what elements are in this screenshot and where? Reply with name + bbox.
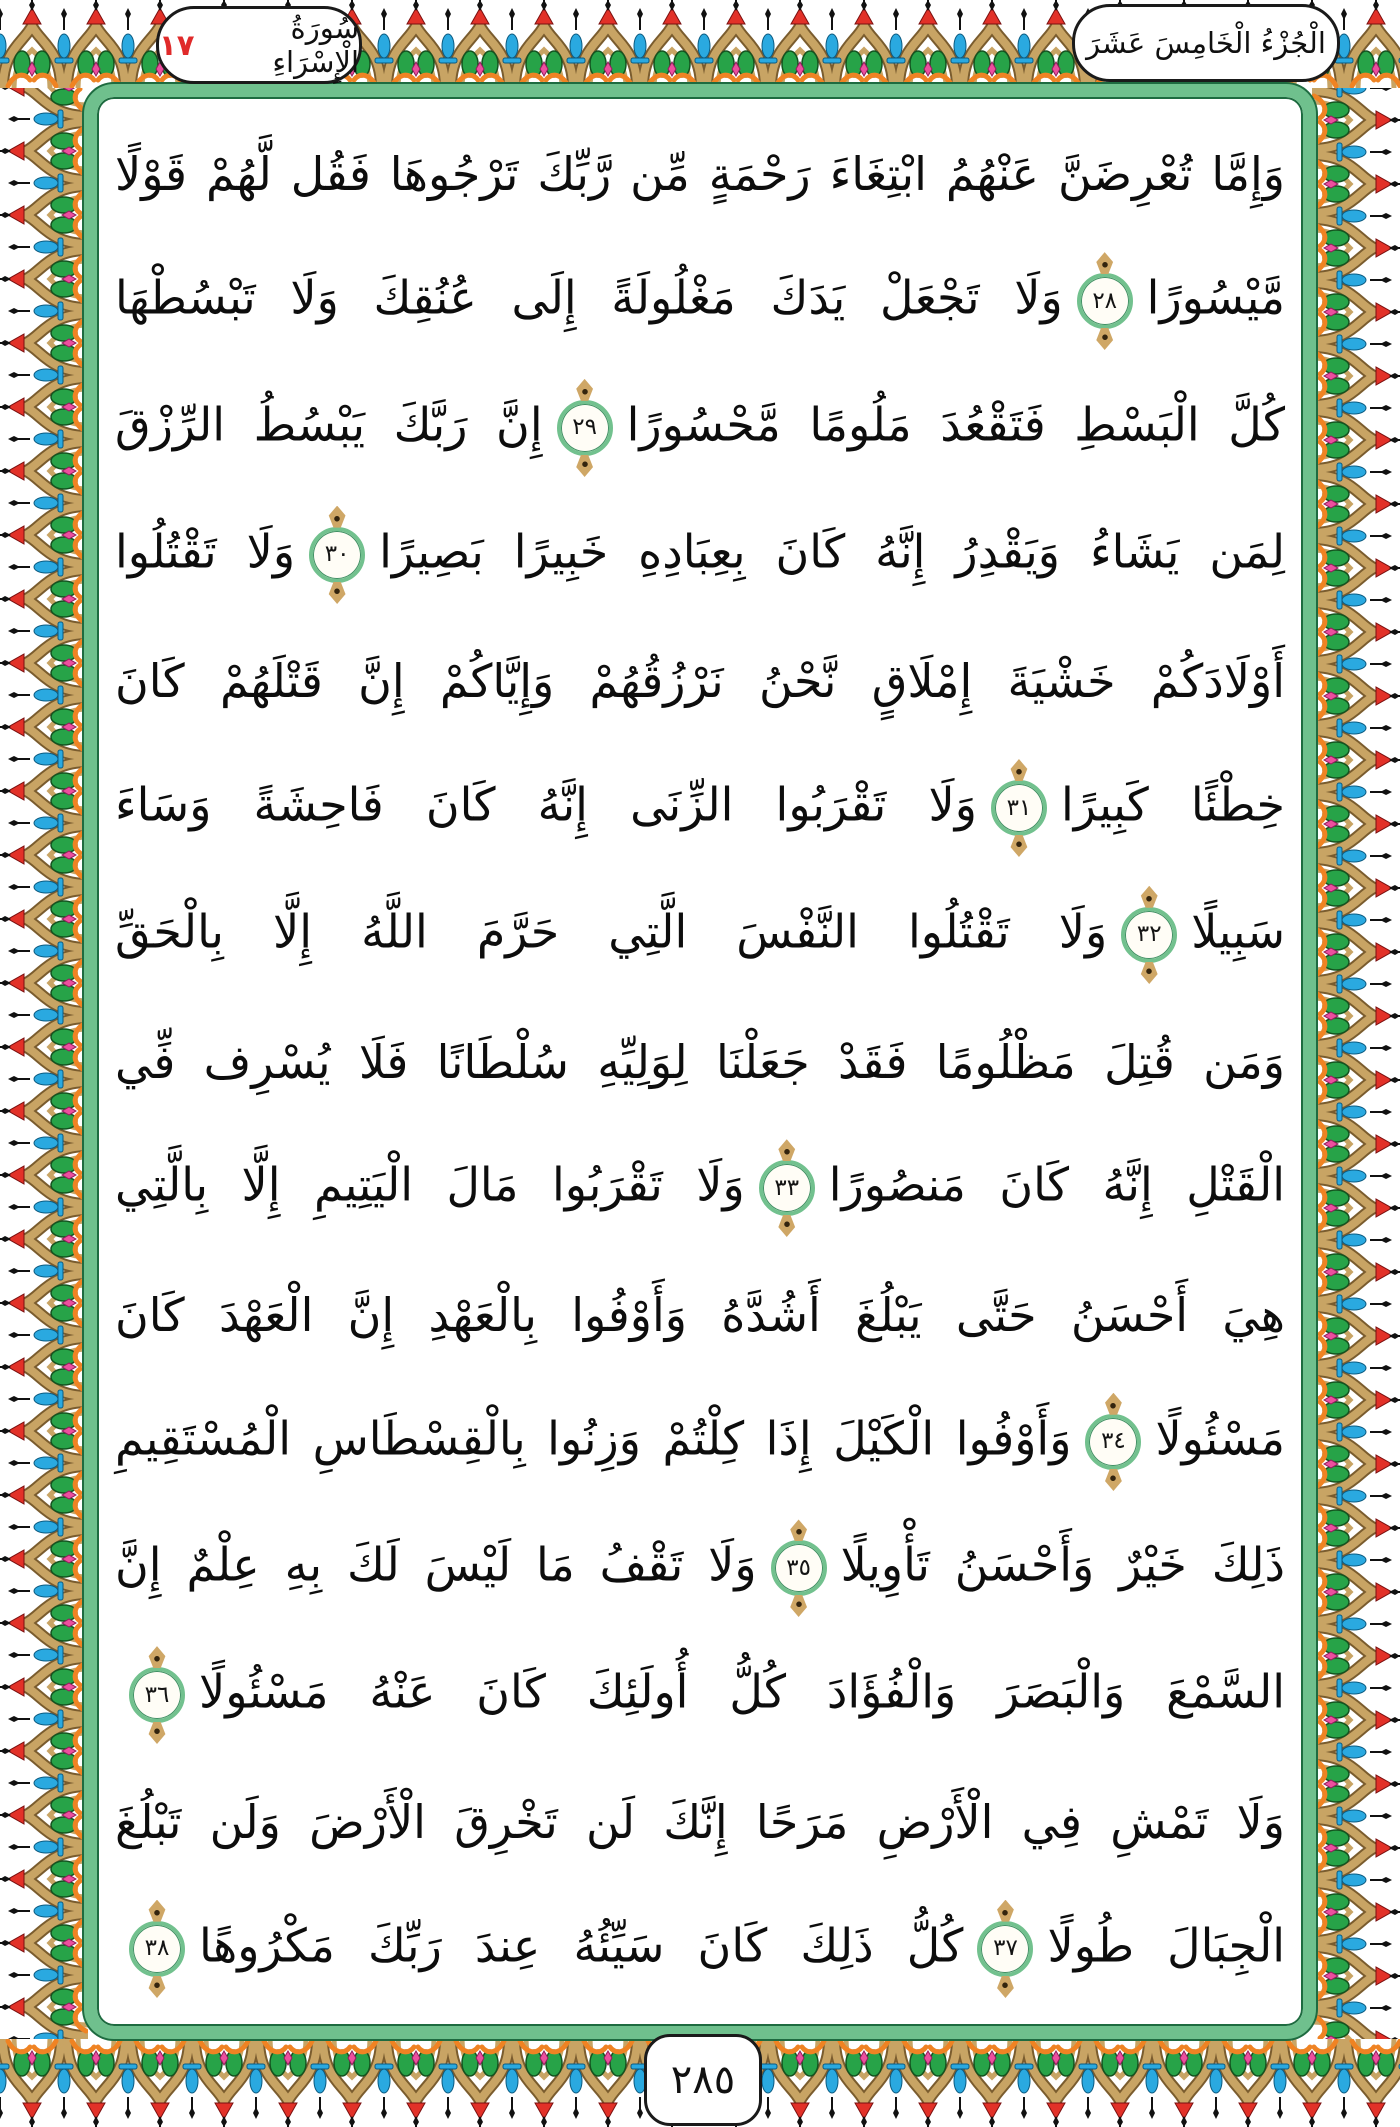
quran-text-segment: لِمَن يَشَاءُ وَيَقْدِرُ إِنَّهُ كَانَ بِعِبَادِهِ خَبِيرًا بَصِيرًا [379, 524, 1286, 579]
quran-text-segment: وَلَا تَمْشِ فِي الْأَرْضِ مَرَحًا إِنَّكَ لَن تَخْرِقَ الْأَرْضَ وَلَن تَبْلُغَ [115, 1794, 1285, 1849]
quran-line [115, 1885, 1285, 2012]
ayah-end-rosette [557, 400, 613, 456]
border-right-ornament [1312, 88, 1400, 2039]
ayah-end-rosette [1085, 1414, 1141, 1470]
ayah-end-rosette [309, 527, 365, 583]
ayah-number: ٣٨ [144, 1935, 170, 1962]
quran-text-segment: وَلَا تَجْعَلْ يَدَكَ مَغْلُولَةً إِلَى عُنُقِكَ وَلَا تَبْسُطْهَا [115, 270, 1063, 325]
ayah-number: ٣١ [1006, 794, 1032, 821]
quran-text-segment: وَلَا تَقْرَبُوا مَالَ الْيَتِيمِ إِلَّا بِالَّتِي [115, 1157, 745, 1212]
quran-text-segment: الْقَتْلِ إِنَّهُ كَانَ مَنصُورًا [828, 1157, 1285, 1212]
quran-text-segment: ذَلِكَ خَيْرٌ وَأَحْسَنُ تَأْوِيلًا [840, 1537, 1285, 1592]
quran-text-segment: وَلَا تَقْفُ مَا لَيْسَ لَكَ بِهِ عِلْمٌ إِنَّ [115, 1537, 757, 1592]
ayah-number: ٢٩ [572, 414, 597, 441]
quran-line [115, 618, 1285, 745]
quran-text-segment: وَلَا تَقْتُلُوا النَّفْسَ الَّتِي حَرَّمَ اللَّهُ إِلَّا بِالْحَقِّ [115, 904, 1108, 959]
quran-text-segment: إِنَّ رَبَّكَ يَبْسُطُ الرِّزْقَ [115, 397, 543, 452]
ayah-end-rosette [991, 780, 1047, 836]
ayah-number: ٣٤ [1101, 1428, 1126, 1455]
quran-text-segment: مَسْئُولًا [1155, 1411, 1285, 1466]
ayah-number: ٣٣ [774, 1174, 800, 1201]
ayah-number: ٣٦ [144, 1681, 170, 1708]
surah-number: ١٧ [159, 28, 195, 62]
ayah-end-rosette [129, 1667, 185, 1723]
quran-line [115, 871, 1285, 998]
quran-text [115, 111, 1285, 2012]
quran-line [115, 1378, 1285, 1505]
border-left-ornament [0, 88, 88, 2039]
quran-text-segment: السَّمْعَ وَالْبَصَرَ وَالْفُؤَادَ كُلُّ أُولَئِكَ كَانَ عَنْهُ مَسْئُولًا [199, 1664, 1285, 1719]
ayah-number: ٣٧ [993, 1935, 1018, 1962]
quran-text-segment: أَوْلَادَكُمْ خَشْيَةَ إِمْلَاقٍ نَّحْنُ نَرْزُقُهُمْ وَإِيَّاكُمْ إِنَّ قَتْلَهُمْ كَانَ [115, 654, 1285, 709]
quran-line [115, 1505, 1285, 1632]
quran-line [115, 111, 1285, 238]
quran-line [115, 745, 1285, 872]
juz-title: الْجُزْءُ الْخَامِسَ عَشَرَ [1086, 26, 1326, 60]
ayah-end-rosette [977, 1921, 1033, 1977]
quran-line [115, 1632, 1285, 1759]
quran-line [115, 491, 1285, 618]
ayah-number: ٢٨ [1092, 287, 1118, 314]
quran-line [115, 998, 1285, 1125]
juz-title-cartouche [1072, 4, 1340, 82]
ayah-end-rosette [1121, 907, 1177, 963]
quran-text-segment: وَإِمَّا تُعْرِضَنَّ عَنْهُمُ ابْتِغَاءَ رَحْمَةٍ مِّن رَّبِّكَ تَرْجُوهَا فَقُل لَّهُمْ قَوْلًا [115, 147, 1285, 202]
page-number-cartouche [644, 2034, 762, 2126]
quran-text-segment: خِطْئًا كَبِيرًا [1060, 777, 1285, 832]
quran-text-segment: وَلَا تَقْتُلُوا [115, 524, 296, 579]
text-frame [84, 84, 1316, 2039]
quran-line [115, 1759, 1285, 1886]
quran-text-segment: وَمَن قُتِلَ مَظْلُومًا فَقَدْ جَعَلْنَا لِوَلِيِّهِ سُلْطَانًا فَلَا يُسْرِف فِّي [115, 1034, 1285, 1089]
ayah-end-rosette [771, 1540, 827, 1596]
ayah-end-rosette [759, 1160, 815, 1216]
quran-line [115, 1125, 1285, 1252]
ayah-number: ٣٠ [324, 541, 350, 568]
quran-line [115, 238, 1285, 365]
quran-text-segment: مَّيْسُورًا [1146, 270, 1285, 325]
surah-title-cartouche [156, 6, 362, 84]
quran-line [115, 364, 1285, 491]
quran-text-segment: وَأَوْفُوا الْكَيْلَ إِذَا كِلْتُمْ وَزِنُوا بِالْقِسْطَاسِ الْمُسْتَقِيمِ [115, 1411, 1072, 1466]
ayah-end-rosette [1077, 273, 1133, 329]
quran-text-segment: هِيَ أَحْسَنُ حَتَّى يَبْلُغَ أَشُدَّهُ وَأَوْفُوا بِالْعَهْدِ إِنَّ الْعَهْدَ كَانَ [115, 1287, 1285, 1342]
ayah-number: ٣٥ [786, 1554, 811, 1581]
quran-text-segment: كُلَّ الْبَسْطِ فَتَقْعُدَ مَلُومًا مَّحْسُورًا [626, 397, 1285, 452]
quran-text-segment: وَلَا تَقْرَبُوا الزِّنَى إِنَّهُ كَانَ فَاحِشَةً وَسَاءَ [115, 777, 977, 832]
quran-text-segment: سَبِيلًا [1191, 904, 1285, 959]
quran-text-segment: كُلُّ ذَلِكَ كَانَ سَيِّئُهُ عِندَ رَبِّكَ مَكْرُوهًا [199, 1918, 964, 1973]
quran-line [115, 1252, 1285, 1379]
ayah-end-rosette [129, 1921, 185, 1977]
quran-text-segment: الْجِبَالَ طُولًا [1047, 1918, 1285, 1973]
surah-title: سُورَةُ الْإِسْرَاءِ [272, 11, 359, 79]
page-number: ٢٨٥ [670, 2057, 736, 2103]
ayah-number: ٣٢ [1136, 921, 1162, 948]
